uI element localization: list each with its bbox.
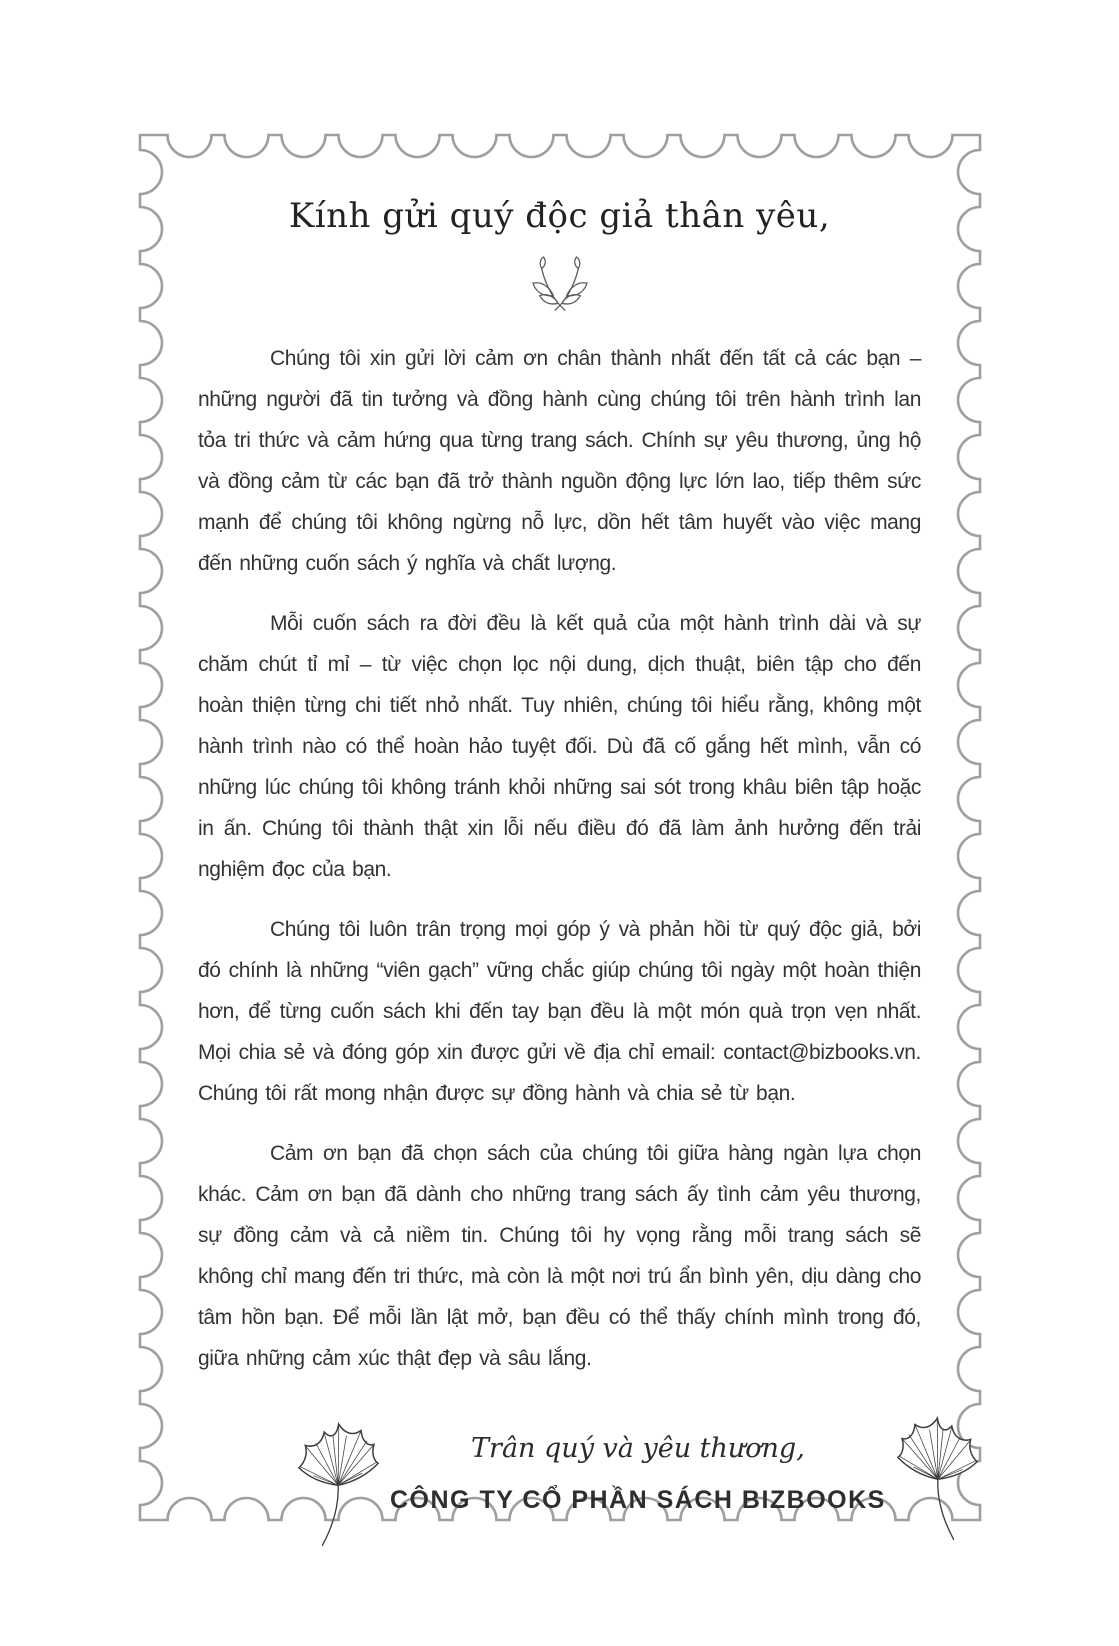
ginkgo-leaf-icon (282, 1401, 396, 1551)
letter-body (198, 338, 921, 1379)
paragraph-3: Chúng tôi luôn trân trọng mọi góp ý và phản hồi từ quý độc giả, bởi đó chính là những “viên gạch” vững chắc giúp chúng tôi ngày một hoàn thiện hơn, để từng cuốn sách khi đến tay bạn đều là một món quà trọn vẹn nhất. Mọi chia sẻ và đóng góp xin được gửi về địa chỉ email: contact@bizbooks.vn. Chúng tôi rất mong nhận được sự đồng hành và chia sẻ từ bạn. (198, 918, 921, 1105)
paragraph-1: Chúng tôi xin gửi lời cảm ơn chân thành nhất đến tất cả các bạn – những người đã tin tưởng và đồng hành cùng chúng tôi trên hành trình lan tỏa tri thức và cảm hứng qua từng trang sách. Chính sự yêu thương, ủng hộ và đồng cảm từ các bạn đã trở thành nguồn động lực lớn lao, tiếp thêm sức mạnh để chúng tôi không ngừng nỗ lực, dồn hết tâm huyết vào việc mang đến những cuốn sách ý nghĩa và chất lượng. (198, 347, 921, 575)
paragraph-4: Cảm ơn bạn đã chọn sách của chúng tôi giữa hàng ngàn lựa chọn khác. Cảm ơn bạn đã dành cho những trang sách ấy tình cảm yêu thương, sự đồng cảm và cả niềm tin. Chúng tôi hy vọng rằng mỗi trang sách sẽ không chỉ mang đến tri thức, mà còn là một nơi trú ẩn bình yên, dịu dàng cho tâm hồn bạn. Để mỗi lần lật mở, bạn đều có thể thấy chính mình trong đó, giữa những cảm xúc thật đẹp và sâu lắng. (198, 1142, 921, 1370)
closing-salutation: Trân quý và yêu thương, (471, 1433, 805, 1464)
letter-content (198, 196, 921, 1547)
paragraph-2: Mỗi cuốn sách ra đời đều là kết quả của một hành trình dài và sự chăm chút tỉ mỉ – từ việc chọn lọc nội dung, dịch thuật, biên tập cho đến hoàn thiện từng chi tiết nhỏ nhất. Tuy nhiên, chúng tôi hiểu rằng, không một hành trình nào có thể hoàn hảo tuyệt đối. Dù đã cố gắng hết mình, vẫn có những lúc chúng tôi không tránh khỏi những sai sót trong khâu biên tập hoặc in ấn. Chúng tôi thành thật xin lỗi nếu điều đó đã làm ảnh hưởng đến trải nghiệm đọc của bạn. (198, 612, 921, 881)
laurel-sprig-icon (524, 256, 596, 314)
ginkgo-leaf-icon (880, 1395, 994, 1545)
company-name: CÔNG TY CỔ PHẦN SÁCH BIZBOOKS (390, 1486, 886, 1514)
page-title: Kính gửi quý độc giả thân yêu, (288, 196, 831, 236)
signature (390, 1405, 886, 1515)
closing-block (198, 1405, 921, 1547)
